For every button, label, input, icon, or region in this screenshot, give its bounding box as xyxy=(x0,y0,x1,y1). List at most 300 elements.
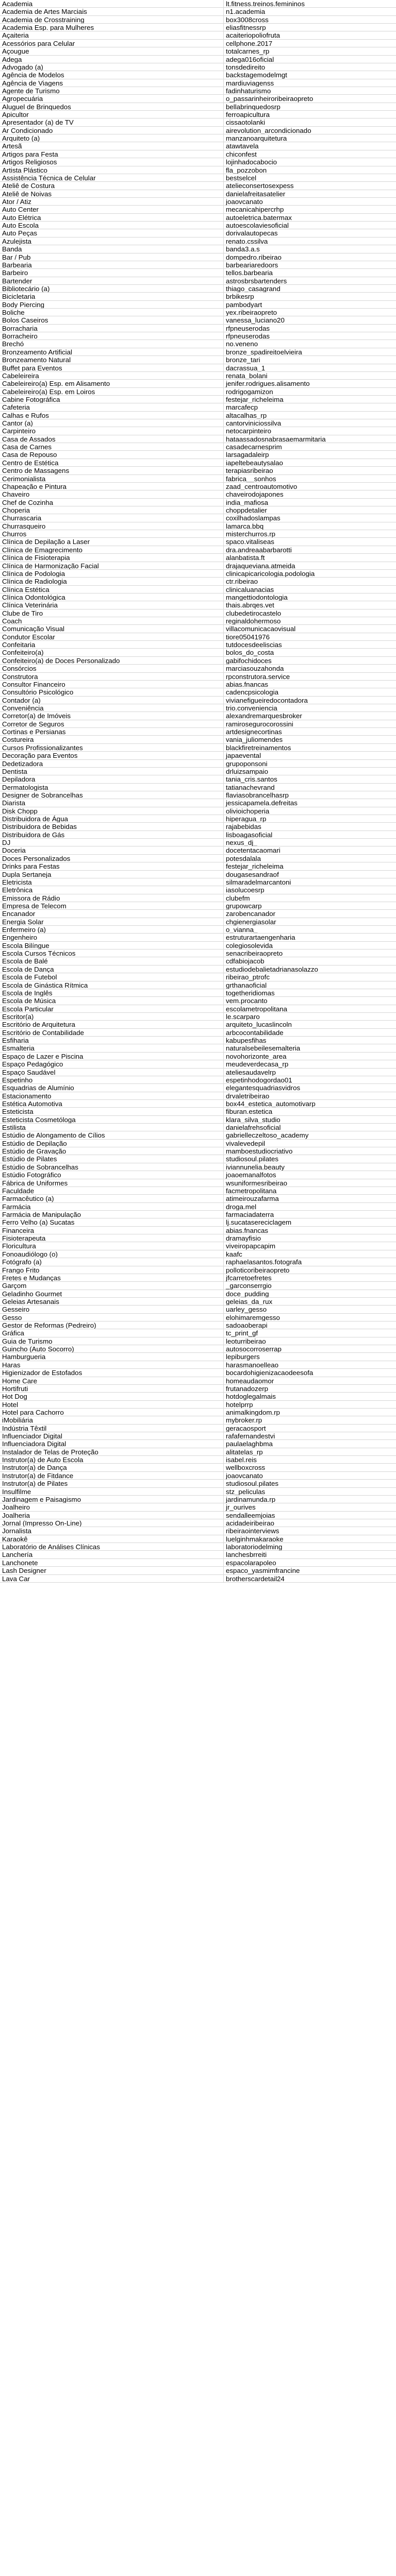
table-row xyxy=(0,332,396,340)
account-handle-cell: chaveirodojapones xyxy=(226,490,284,498)
table-row xyxy=(0,736,396,743)
business-type-cell: Estúdio de Depilação xyxy=(0,1140,224,1147)
business-type-cell: Calhas e Rufos xyxy=(0,412,224,419)
business-type-cell: Financeira xyxy=(0,1227,224,1234)
business-type-cell: Escritor(a) xyxy=(0,1013,224,1020)
table-row xyxy=(0,538,396,546)
table-row xyxy=(0,839,396,846)
business-type-cell: Arquiteto (a) xyxy=(0,134,224,142)
table-row xyxy=(0,871,396,878)
table-row xyxy=(0,348,396,356)
account-handle-cell: atawtavela xyxy=(226,142,259,150)
table-row xyxy=(0,261,396,269)
account-handle-cell: hotdoglegalmais xyxy=(226,1393,276,1400)
table-row xyxy=(0,1242,396,1250)
account-handle-cell: silmaradelmarcantoni xyxy=(226,878,291,886)
account-handle-cell: mardiuviagenss xyxy=(226,79,274,87)
account-handle-cell: luelginhmakaraoke xyxy=(226,1535,284,1543)
account-handle-cell: lanchesbrreiti xyxy=(226,1551,267,1558)
business-type-cell: Engenheiro xyxy=(0,934,224,941)
table-row xyxy=(0,1029,396,1037)
account-handle-cell: alitatelas_rp xyxy=(226,1448,263,1456)
table-row xyxy=(0,846,396,854)
table-row xyxy=(0,752,396,759)
table-row xyxy=(0,316,396,324)
table-row xyxy=(0,1503,396,1511)
account-handle-cell: ribeirao_ptrofc xyxy=(226,973,270,981)
account-handle-cell: dacrassua_1 xyxy=(226,364,266,371)
business-type-cell: Hotel para Cachorro xyxy=(0,1409,224,1416)
table-row xyxy=(0,697,396,704)
account-handle-cell: cellphone.2017 xyxy=(226,39,273,47)
business-type-cell: Agência de Modelos xyxy=(0,71,224,78)
business-type-cell: Apresentador (a) de TV xyxy=(0,118,224,126)
business-type-cell: Casa de Carnes xyxy=(0,443,224,450)
account-handle-cell: misterchurros.rp xyxy=(226,530,276,538)
business-type-cell: Clínica Odontológica xyxy=(0,594,224,601)
business-type-cell: Disk Chopp xyxy=(0,807,224,815)
table-row xyxy=(0,506,396,514)
table-row xyxy=(0,546,396,554)
account-handle-cell: brotherscardetail24 xyxy=(226,1574,285,1582)
business-type-cell: Costureira xyxy=(0,736,224,743)
table-row xyxy=(0,522,396,530)
account-handle-cell: drvaletribeirao xyxy=(226,1092,270,1099)
business-type-cell: Aluguel de Brinquedos xyxy=(0,103,224,110)
business-type-cell: Confeiteiro(a) de Doces Personalizado xyxy=(0,657,224,664)
table-row xyxy=(0,886,396,894)
account-handle-cell: astrosbrsbartenders xyxy=(226,277,287,284)
table-row xyxy=(0,40,396,47)
table-row xyxy=(0,712,396,720)
account-handle-cell: homeaudaomor xyxy=(226,1377,274,1384)
table-row xyxy=(0,791,396,799)
table-row xyxy=(0,1377,396,1385)
table-row xyxy=(0,1258,396,1266)
account-handle-cell: escolametropolitana xyxy=(226,1005,288,1012)
account-handle-cell: box44_estetica_automotivarp xyxy=(226,1099,316,1108)
business-type-cell: Gesseiro xyxy=(0,1306,224,1313)
table-row xyxy=(0,1306,396,1313)
business-type-cell: Geleias Artesanais xyxy=(0,1298,224,1305)
account-handle-cell: novohorizonte_area xyxy=(226,1052,287,1060)
business-type-cell: Agência de Viagens xyxy=(0,79,224,87)
table-row xyxy=(0,475,396,483)
business-type-cell: Escola Particular xyxy=(0,1005,224,1012)
business-type-cell: Barbearia xyxy=(0,261,224,268)
account-handle-cell: thiago_casagrand xyxy=(226,284,280,293)
account-handle-cell: ctr.ribeirao xyxy=(226,578,258,585)
account-handle-cell: acaiteriopoliofruta xyxy=(226,31,280,39)
table-row xyxy=(0,1218,396,1226)
business-type-cell: Influenciador Digital xyxy=(0,1432,224,1439)
account-handle-cell: paulaelaghbma xyxy=(226,1440,273,1448)
business-type-cell: Borracharia xyxy=(0,325,224,332)
account-handle-cell: le.scarparo xyxy=(226,1013,260,1021)
business-type-cell: Corretor de Seguros xyxy=(0,720,224,727)
table-row xyxy=(0,301,396,309)
account-handle-cell: cissaotolanki xyxy=(226,118,266,126)
business-type-cell: Acessórios para Celular xyxy=(0,40,224,47)
account-handle-cell: farmaciadaterra xyxy=(226,1210,274,1218)
table-row xyxy=(0,451,396,459)
business-type-cell: Ar Condicionado xyxy=(0,127,224,134)
table-row xyxy=(0,325,396,332)
business-type-cell: Dedetizadora xyxy=(0,760,224,767)
business-type-cell: Garçom xyxy=(0,1282,224,1289)
account-handle-cell: joaovcanato xyxy=(226,1471,263,1480)
business-type-cell: Fonoaudiólogo (o) xyxy=(0,1250,224,1258)
business-type-cell: Assistência Técnica de Celular xyxy=(0,174,224,181)
business-type-cell: Centro de Estética xyxy=(0,459,224,466)
table-row xyxy=(0,1076,396,1084)
account-handle-cell: arbcocontabilidade xyxy=(226,1028,284,1037)
account-handle-cell: dompedro.ribeirao xyxy=(226,253,282,261)
business-type-cell: Centro de Massagens xyxy=(0,467,224,474)
business-type-cell: Esfiharia xyxy=(0,1037,224,1044)
table-row xyxy=(0,862,396,870)
account-handle-cell: kaafc xyxy=(226,1250,242,1258)
account-handle-cell: klara_silva_studio xyxy=(226,1115,280,1124)
business-type-cell: Confeitaria xyxy=(0,641,224,648)
account-handle-cell: iasolucoesrp xyxy=(226,886,265,894)
business-type-cell: Churrasqueiro xyxy=(0,522,224,530)
business-type-cell: Espaço Saudável xyxy=(0,1069,224,1076)
table-row xyxy=(0,134,396,142)
table-row xyxy=(0,1195,396,1202)
table-row xyxy=(0,1369,396,1377)
account-handle-cell: altacalhas_rp xyxy=(226,411,267,419)
account-handle-cell: rfpneuserodas xyxy=(226,324,270,332)
table-row xyxy=(0,1337,396,1345)
table-row xyxy=(0,1575,396,1583)
table-row xyxy=(0,443,396,451)
table-row xyxy=(0,427,396,435)
table-row xyxy=(0,1060,396,1068)
table-row xyxy=(0,372,396,380)
business-type-cell: Esteticista Cosmetóloga xyxy=(0,1116,224,1123)
business-type-cell: Guincho (Auto Socorro) xyxy=(0,1345,224,1352)
business-type-cell: Escola de Inglês xyxy=(0,989,224,996)
table-row xyxy=(0,784,396,791)
account-handle-cell: drluizsampaio xyxy=(226,767,269,775)
table-row xyxy=(0,578,396,585)
table-row xyxy=(0,1282,396,1290)
business-type-cell: Auto Escola xyxy=(0,222,224,229)
business-type-cell: Adega xyxy=(0,56,224,63)
table-row xyxy=(0,8,396,15)
table-row xyxy=(0,1448,396,1456)
account-handle-cell: bellabrinquedosrp xyxy=(226,103,280,111)
table-row xyxy=(0,56,396,63)
table-row xyxy=(0,1401,396,1409)
table-row xyxy=(0,1069,396,1076)
table-row xyxy=(0,1084,396,1092)
table-row xyxy=(0,1456,396,1464)
account-handle-cell: marciasouzahonda xyxy=(226,665,284,672)
table-row xyxy=(0,633,396,641)
account-handle-cell: choppdetalier xyxy=(226,506,267,514)
table-row xyxy=(0,1480,396,1487)
business-type-cell: Artesã xyxy=(0,142,224,149)
account-handle-cell: rodrigogamizon xyxy=(226,387,273,395)
account-handle-cell: zarobencanador xyxy=(226,910,276,918)
table-row xyxy=(0,1353,396,1361)
business-type-cell: Bolos Caseiros xyxy=(0,316,224,324)
account-handle-cell: fiburan.estetica xyxy=(226,1108,273,1115)
business-type-cell: Açougue xyxy=(0,47,224,55)
business-type-cell: Corretor(a) de Imóveis xyxy=(0,712,224,719)
table-row xyxy=(0,1234,396,1242)
table-row xyxy=(0,1092,396,1100)
table-row xyxy=(0,1425,396,1432)
table-row xyxy=(0,807,396,815)
account-handle-cell: bocardohigienizacaodeesofa xyxy=(226,1369,314,1377)
account-handle-cell: jenifer.rodrigues.alisamento xyxy=(226,380,310,387)
business-type-cell: Escola de Música xyxy=(0,997,224,1004)
business-type-cell: Bronzeamento Artificial xyxy=(0,348,224,355)
table-row xyxy=(0,103,396,111)
table-row xyxy=(0,1266,396,1274)
account-handle-cell: uarley_gesso xyxy=(226,1306,267,1313)
business-type-cell: Bronzeamento Natural xyxy=(0,356,224,363)
business-type-cell: Energia Solar xyxy=(0,918,224,925)
table-row xyxy=(0,79,396,87)
table-row xyxy=(0,641,396,649)
table-row xyxy=(0,665,396,672)
business-type-cell: Lanchonete xyxy=(0,1559,224,1566)
table-row xyxy=(0,1298,396,1306)
account-handle-cell: grupowcarp xyxy=(226,902,262,910)
account-handle-cell: clubedetirocastelo xyxy=(226,609,282,617)
table-row xyxy=(0,1559,396,1567)
business-type-cell: Esmalteria xyxy=(0,1044,224,1052)
account-handle-cell: geracaosport xyxy=(226,1424,266,1432)
account-handle-cell: artdesignecortinas xyxy=(226,728,282,736)
business-type-cell: Agente de Turismo xyxy=(0,87,224,94)
business-type-cell: Depiladora xyxy=(0,775,224,783)
business-type-cell: Buffet para Eventos xyxy=(0,364,224,371)
account-handle-cell: ribeiraointerviews xyxy=(226,1527,279,1535)
account-handle-cell: acidadeiribeirao xyxy=(226,1519,274,1527)
table-row xyxy=(0,973,396,981)
business-type-cell: Cantor (a) xyxy=(0,419,224,427)
table-row xyxy=(0,150,396,158)
business-type-cell: Frango Frito xyxy=(0,1266,224,1274)
table-row xyxy=(0,166,396,174)
account-handle-cell: bronze_tari xyxy=(226,356,260,364)
table-row xyxy=(0,775,396,783)
account-handle-cell: hotelprrp xyxy=(226,1400,253,1408)
table-row xyxy=(0,1179,396,1187)
table-row xyxy=(0,483,396,490)
account-handle-cell: india_mafiosa xyxy=(226,498,269,506)
account-handle-cell: iapeltebeautysalao xyxy=(226,459,283,467)
table-row xyxy=(0,855,396,862)
table-row xyxy=(0,1021,396,1028)
business-type-cell: Farmácia xyxy=(0,1203,224,1210)
table-row xyxy=(0,419,396,427)
business-type-cell: Clínica de Fisioterapia xyxy=(0,554,224,561)
account-handle-cell: abias.fnancas xyxy=(226,680,269,688)
table-row xyxy=(0,309,396,316)
business-type-cell: Lanchería xyxy=(0,1551,224,1558)
table-row xyxy=(0,894,396,902)
table-row xyxy=(0,617,396,625)
account-handle-cell: bolos_do_costa xyxy=(226,649,274,656)
business-type-cell: Boliche xyxy=(0,309,224,316)
table-row xyxy=(0,198,396,206)
table-row xyxy=(0,989,396,997)
business-type-cell: Barbeiro xyxy=(0,269,224,276)
account-handle-cell: flaviasobrancelhasrp xyxy=(226,791,289,799)
account-handle-cell: droga.mel xyxy=(226,1202,257,1210)
business-type-cell: Consultório Psicológico xyxy=(0,688,224,696)
business-type-cell: Auto Peças xyxy=(0,229,224,236)
business-type-cell: Auto Elétrica xyxy=(0,214,224,221)
business-type-cell: Estilista xyxy=(0,1124,224,1131)
table-row xyxy=(0,799,396,807)
business-type-cell: Guia de Turismo xyxy=(0,1337,224,1345)
business-type-cell: Clínica Veterinária xyxy=(0,601,224,608)
business-type-cell: Distribuidora de Água xyxy=(0,815,224,822)
account-handle-cell: manzanoarquitetura xyxy=(226,134,287,142)
account-handle-cell: grupoponsoni xyxy=(226,759,268,767)
business-type-cell: Ateliê de Noivas xyxy=(0,190,224,197)
table-row xyxy=(0,720,396,728)
account-handle-cell: studiosoul.pilates xyxy=(226,1155,279,1163)
business-type-cell: Casa de Repouso xyxy=(0,451,224,458)
business-type-cell: Cursos Profissionalizantes xyxy=(0,744,224,751)
business-type-cell: DJ xyxy=(0,839,224,846)
account-handle-cell: vivalevedepil xyxy=(226,1139,266,1147)
account-handle-cell: cadencpsicologia xyxy=(226,688,279,696)
account-handle-cell: trio.conveniencia xyxy=(226,704,277,712)
account-handle-cell: brbikesrp xyxy=(226,293,254,300)
table-row xyxy=(0,728,396,736)
account-handle-cell: vivianefigueiredocontadora xyxy=(226,696,308,704)
business-type-cell: Bartender xyxy=(0,277,224,284)
account-handle-cell: mybroker.rp xyxy=(226,1416,262,1424)
table-row xyxy=(0,1140,396,1147)
business-type-cell: Chef de Cozinha xyxy=(0,499,224,506)
account-handle-cell: casadecarnesprim xyxy=(226,443,282,451)
table-row xyxy=(0,609,396,617)
account-handle-cell: vem.procanto xyxy=(226,997,268,1005)
business-type-cell: Diarista xyxy=(0,799,224,806)
table-row xyxy=(0,514,396,522)
account-handle-cell: abias.fnancas xyxy=(226,1226,269,1234)
business-type-cell: Dentista xyxy=(0,768,224,775)
table-row xyxy=(0,950,396,957)
business-type-cell: Clube de Tiro xyxy=(0,609,224,617)
account-handle-cell: jr_ourives xyxy=(226,1503,256,1511)
account-handle-cell: o_passarinheiroribeiraopreto xyxy=(226,95,314,103)
account-handle-cell: thais.abrqes.vet xyxy=(226,601,274,609)
table-row xyxy=(0,190,396,198)
table-row xyxy=(0,1124,396,1131)
table-row xyxy=(0,277,396,285)
table-row xyxy=(0,253,396,261)
table-row xyxy=(0,364,396,372)
business-type-cell: Estética Automotiva xyxy=(0,1100,224,1107)
account-handle-cell: stz_peliculas xyxy=(226,1487,266,1495)
table-row xyxy=(0,1512,396,1519)
table-row xyxy=(0,388,396,396)
table-row xyxy=(0,16,396,24)
business-type-cell: Estúdio de Alongamento de Cílios xyxy=(0,1131,224,1139)
table-row xyxy=(0,1361,396,1369)
account-handle-cell: n1.academia xyxy=(226,8,266,15)
business-type-cell: Distribuidora de Gás xyxy=(0,831,224,838)
table-row xyxy=(0,1543,396,1551)
business-type-cell: Bibliotecário (a) xyxy=(0,285,224,292)
account-handle-cell: geleias_da_rux xyxy=(226,1297,273,1306)
business-type-cell: Escola Cursos Técnicos xyxy=(0,950,224,957)
table-row xyxy=(0,1567,396,1574)
account-handle-cell: terapiasribeirao xyxy=(226,467,273,474)
account-handle-cell: iviannunelia.beauty xyxy=(226,1163,285,1171)
business-type-cell: Construtora xyxy=(0,673,224,680)
business-type-cell: Espetinho xyxy=(0,1076,224,1083)
table-row xyxy=(0,127,396,134)
table-row xyxy=(0,815,396,823)
account-handle-cell: hataassadosnabrasaemarmitaria xyxy=(226,435,326,443)
business-type-cell: Choperia xyxy=(0,506,224,514)
account-handle-cell: rpconstrutora.service xyxy=(226,672,290,680)
business-type-cell: Lash Designer xyxy=(0,1567,224,1574)
account-handle-cell: adega016oficial xyxy=(226,55,274,63)
account-handle-cell: atelieconsertosexpess xyxy=(226,182,294,190)
account-handle-cell: banda3.a.s xyxy=(226,245,260,253)
table-row xyxy=(0,63,396,71)
table-row xyxy=(0,1416,396,1424)
table-row xyxy=(0,918,396,926)
business-type-cell: Home Care xyxy=(0,1377,224,1384)
business-type-cell: Instrutor(a) de Pilates xyxy=(0,1480,224,1487)
business-type-cell: Escola de Ginástica Rítmica xyxy=(0,981,224,989)
account-handle-cell: viveiropapcapim xyxy=(226,1242,276,1250)
business-type-cell: Gesso xyxy=(0,1314,224,1321)
business-type-cell: Fretes e Mudanças xyxy=(0,1274,224,1281)
table-row xyxy=(0,1551,396,1558)
business-type-cell: Borracheiro xyxy=(0,332,224,340)
account-handle-cell: chgienergiasolar xyxy=(226,918,276,926)
account-handle-cell: sendalleemjoias xyxy=(226,1511,275,1519)
business-type-cell: Decoração para Eventos xyxy=(0,752,224,759)
table-row xyxy=(0,1250,396,1258)
business-type-cell: Estúdio Fotográfico xyxy=(0,1171,224,1178)
business-type-cell: Body Piercing xyxy=(0,301,224,308)
business-type-cell: Lava Car xyxy=(0,1575,224,1582)
account-handle-cell: lamarca.bbq xyxy=(226,522,264,530)
business-type-cell: Casa de Assados xyxy=(0,435,224,443)
table-row xyxy=(0,285,396,293)
table-row xyxy=(0,174,396,182)
business-type-cell: Academia de Artes Marciais xyxy=(0,8,224,15)
table-row xyxy=(0,768,396,775)
table-row xyxy=(0,688,396,696)
account-handle-cell: facmetropolitana xyxy=(226,1187,277,1195)
business-type-cell: Churros xyxy=(0,530,224,537)
table-row xyxy=(0,926,396,934)
business-type-cell: Confeiteiro(a) xyxy=(0,649,224,656)
business-type-cell: Escola de Dança xyxy=(0,965,224,973)
account-handle-cell: leoturribeirao xyxy=(226,1337,266,1345)
business-type-cell: Farmácia de Manipulação xyxy=(0,1211,224,1218)
table-row xyxy=(0,981,396,989)
account-handle-cell: joaovcanato xyxy=(226,197,263,206)
